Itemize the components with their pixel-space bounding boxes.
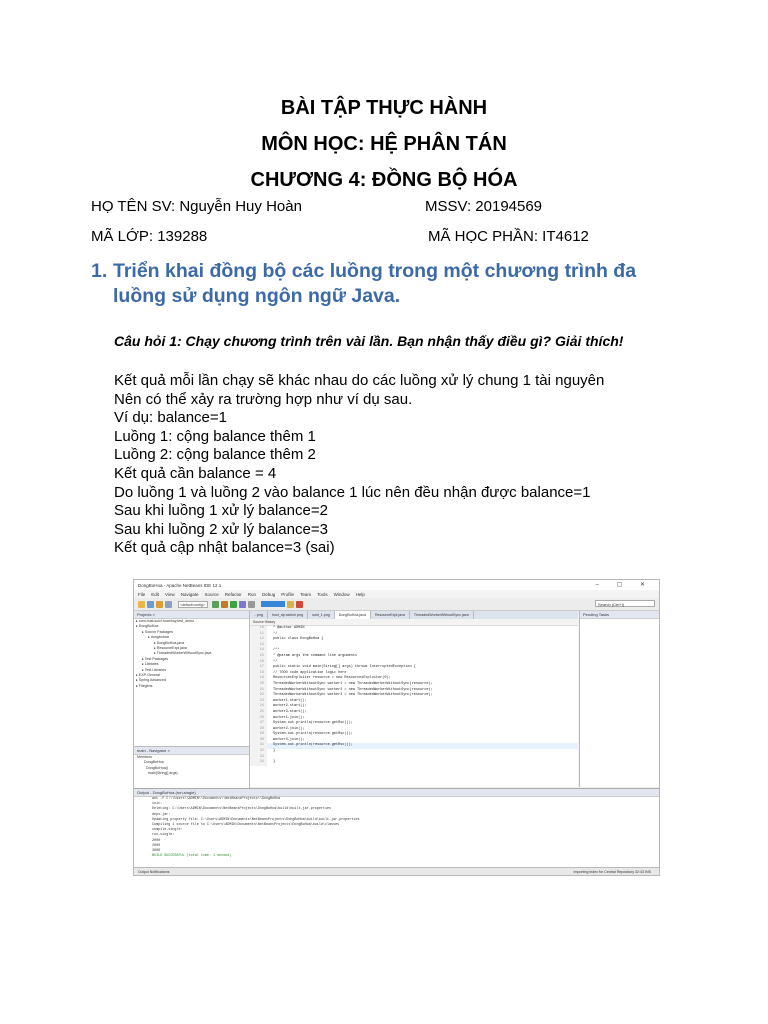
course-code: MÃ HỌC PHẦN: IT4612 [428, 228, 589, 245]
profile-icon[interactable] [248, 601, 255, 608]
navigator-item[interactable]: Members [137, 755, 152, 759]
tree-item[interactable]: ▸ EXP-General [136, 672, 160, 677]
right-panel-header[interactable]: Pending Tasks [580, 611, 660, 619]
line-source: System.out.println(resource.getRsc()); [273, 743, 353, 748]
line-source: worker1.start(); [273, 698, 307, 703]
tree-item[interactable]: ▸ Filegens [136, 683, 153, 688]
line-source: } [273, 760, 276, 765]
answer-line: Nên có thể xảy ra trường hợp như ví dụ sau. [114, 390, 413, 408]
run-icon[interactable] [230, 601, 237, 608]
line-number: 25 [250, 710, 267, 716]
editor-tab[interactable]: sold_1.png [308, 611, 335, 619]
line-number: 33 [250, 755, 267, 761]
stop-icon[interactable] [296, 601, 303, 608]
answer-line: Kết quả cần balance = 4 [114, 464, 277, 482]
tree-item[interactable]: ▸ Source Packages [142, 629, 173, 634]
line-number: 26 [250, 716, 267, 722]
answer-line: Sau khi luồng 2 xử lý balance=3 [114, 520, 328, 538]
answer-line: Ví dụ: balance=1 [114, 409, 228, 427]
editor-toolbar[interactable]: Source History [250, 619, 578, 626]
answer-body [114, 372, 604, 558]
answer-line: Kết quả mỗi lần chạy sẽ khác nhau do các luồng xử lý chung 1 tài nguyên [114, 372, 605, 389]
status-right: Importing index for Central Repository 32:43 INS [573, 870, 651, 874]
doc-title-line1: BÀI TẬP THỰC HÀNH [280, 97, 488, 119]
line-number: 21 [250, 688, 267, 694]
line-source: */ [273, 631, 278, 636]
project-tree [134, 619, 249, 689]
line-source: ThreadedWorkerWithoutSync worker3 = new ThreadedWorkerWithoutSync(resource); [273, 693, 433, 698]
ide-toolbar [134, 598, 659, 611]
line-number: 12 [250, 637, 267, 643]
menu-item[interactable]: View [165, 591, 175, 597]
class-code: MÃ LỚP: 139288 [91, 228, 208, 245]
line-number: 29 [250, 732, 267, 738]
memory-gauge[interactable] [261, 601, 285, 607]
student-mssv: MSSV: 20194569 [425, 198, 543, 215]
question-1: Câu hỏi 1: Chạy chương trình trên vài lần. Bạn nhận thấy điều gì? Giải thích! [114, 333, 624, 349]
output-console [134, 797, 660, 859]
tree-item[interactable]: ▸ com.hust.soict.hoanhuy.test_demo [136, 619, 195, 623]
section-heading [91, 259, 691, 309]
output-line: deps-jar: [152, 812, 171, 817]
tree-item[interactable]: ▸ DongBoHoa.java [154, 640, 184, 645]
line-source: public class DongBoHoa { [273, 637, 324, 642]
line-source: ResourcesExploiter resource = new ResourcesExploiter(0); [273, 676, 391, 681]
tree-item[interactable]: ▸ Spring Advanced [136, 678, 166, 683]
save-all-icon[interactable] [165, 601, 172, 608]
line-source: worker3.start(); [273, 709, 307, 714]
open-folder-icon[interactable] [156, 601, 163, 608]
answer-line: Luồng 2: cộng balance thêm 2 [114, 446, 316, 464]
menu-item[interactable]: Navigate [180, 591, 199, 597]
config-select[interactable]: <default config> [178, 601, 208, 608]
ide-titlebar [134, 580, 659, 590]
line-number: 30 [250, 738, 267, 744]
line-source: public static void main(String[] args) throws InterruptedException { [273, 665, 416, 670]
navigator-header[interactable]: main - Navigator × [134, 747, 249, 755]
line-source: * @param args the command line arguments [273, 653, 358, 658]
output-line: run-single: [152, 833, 175, 838]
tree-item[interactable]: ▸ Test Libraries [142, 667, 167, 672]
line-source: } [273, 749, 276, 754]
menu-item[interactable]: Source [204, 591, 219, 597]
tree-item[interactable]: ▸ ResourceExpl.java [154, 645, 187, 650]
line-source: worker3.join(); [273, 737, 305, 742]
menu-item[interactable]: Edit [151, 591, 160, 597]
line-source: */ [273, 659, 278, 664]
line-source: worker2.join(); [273, 726, 305, 731]
line-number: 23 [250, 699, 267, 705]
tree-item[interactable]: ▸ ThreadedWorkerWithoutSync.java [154, 651, 212, 656]
navigator-tree [134, 755, 249, 777]
menu-item[interactable]: Refactor [224, 591, 242, 597]
editor-tab[interactable]: ResourceExpl.java [371, 611, 410, 619]
section-title: Triển khai đồng bộ các luồng trong một chương trình đa luồng sử dụng ngôn ngữ Java. [113, 260, 637, 307]
tree-item[interactable]: ▸ Libraries [142, 662, 159, 667]
code-area[interactable] [250, 626, 578, 766]
window-controls: – ▢ ✕ [595, 582, 653, 588]
output-line: init: [152, 802, 163, 807]
doc-title-line2: MÔN HỌC: HỆ PHÂN TÁN [261, 133, 507, 155]
editor-tab[interactable]: hust_dp.sketch.png [268, 611, 308, 619]
line-source: System.out.println(resource.getRsc()); [273, 721, 353, 726]
ide-title: DongBoHoa - Apache NetBeans IDE 12.1 [138, 582, 222, 588]
line-source: System.out.println(resource.getRsc()); [273, 732, 353, 737]
status-left[interactable]: Output Notifications [138, 870, 170, 874]
navigator-panel [134, 746, 250, 789]
line-number: 32 [250, 749, 267, 755]
clean-build-icon[interactable] [221, 601, 228, 608]
menu-item[interactable]: File [138, 591, 146, 597]
answer-line: Do luồng 1 và luồng 2 vào balance 1 lúc nên đều nhận được balance=1 [114, 483, 591, 501]
output-header[interactable]: Output - DongBoHoa (run-single) [134, 789, 660, 797]
line-source: * @author ADMIN [273, 626, 305, 630]
navigator-item[interactable]: main(String[] args) [148, 771, 178, 776]
answer-line: Kết quả cập nhật balance=3 (sai) [114, 539, 335, 557]
line-source: worker1.join(); [273, 715, 305, 720]
line-number: 18 [250, 671, 267, 677]
line-number: 20 [250, 682, 267, 688]
line-source: ThreadedWorkerWithoutSync worker1 = new ThreadedWorkerWithoutSync(resource); [273, 681, 433, 686]
line-number: 11 [250, 632, 267, 638]
status-bar [134, 867, 659, 875]
tree-item[interactable]: ▸ Test Packages [142, 656, 169, 661]
output-line: 2000 [152, 843, 161, 848]
gc-icon[interactable] [287, 601, 294, 608]
menu-item[interactable]: Tools [317, 591, 328, 597]
answer-line: Sau khi luồng 1 xử lý balance=2 [114, 502, 328, 520]
line-source: worker2.start(); [273, 704, 307, 709]
editor-tab[interactable]: ThreadedWorkerWithoutSync.java [410, 611, 474, 619]
line-number: 28 [250, 727, 267, 733]
ide-menubar [134, 590, 659, 598]
line-number: 16 [250, 660, 267, 666]
editor-tab[interactable]: DongBoHoa.java [335, 611, 371, 619]
line-number: 13 [250, 643, 267, 649]
line-source: // TODO code application logic here [273, 670, 347, 675]
build-icon[interactable] [212, 601, 219, 608]
line-number: 34 [250, 760, 267, 766]
line-source: ThreadedWorkerWithoutSync worker2 = new ThreadedWorkerWithoutSync(resource); [273, 687, 433, 692]
right-panel [579, 611, 660, 787]
section-number: 1. [91, 260, 108, 282]
ide-search-input[interactable]: Search (Ctrl+I) [595, 600, 655, 607]
editor-tabs [250, 611, 578, 619]
line-number: 19 [250, 676, 267, 682]
line-number: 14 [250, 648, 267, 654]
output-panel [134, 788, 660, 869]
tree-item[interactable]: ▸ dongbohoa [148, 635, 169, 640]
output-line: BUILD SUCCESSFUL (total time: 1 second) [152, 854, 232, 859]
output-line: Compiling 1 source file to C:\Users\ADMIN\Documents\NetBeansProjects\DongBoHoa\build\classes [152, 822, 340, 827]
output-line: Updating property file: C:\Users\ADMIN\Documents\NetBeansProjects\DongBoHoa\build\built-jar.properties [152, 817, 360, 822]
line-number: 31 [250, 743, 267, 749]
line-number: 10 [250, 626, 267, 632]
student-name: HỌ TÊN SV: Nguyễn Huy Hoàn [91, 198, 302, 215]
line-number: 15 [250, 654, 267, 660]
output-line: 3000 [152, 848, 161, 853]
projects-header[interactable]: Projects × [134, 611, 249, 619]
answer-line: Luồng 1: cộng balance thêm 1 [114, 427, 316, 445]
line-number: 27 [250, 721, 267, 727]
menu-item[interactable]: Help [355, 591, 365, 597]
output-line: Deleting: C:\Users\ADMIN\Documents\NetBeansProjects\DongBoHoa\build\built-jar.properties [152, 807, 332, 812]
code-line [250, 760, 578, 766]
editor-tab[interactable]: ...png [250, 611, 268, 619]
menu-item[interactable]: Profile [281, 591, 295, 597]
line-number: 22 [250, 693, 267, 699]
ide-screenshot [133, 579, 660, 876]
tree-item[interactable]: ▸ DongBoHoa [136, 624, 159, 629]
debug-icon[interactable] [239, 601, 246, 608]
new-file-icon[interactable] [147, 601, 154, 608]
line-number: 17 [250, 665, 267, 671]
line-number: 24 [250, 704, 267, 710]
menu-item[interactable]: Team [300, 591, 312, 597]
menu-item[interactable]: Window [333, 591, 350, 597]
doc-title-line3: CHƯƠNG 4: ĐỒNG BỘ HÓA [250, 169, 518, 191]
new-project-icon[interactable] [138, 601, 145, 608]
output-line: 2000 [152, 838, 161, 843]
code-editor [250, 611, 578, 787]
navigator-item[interactable]: DongBoHoa [144, 760, 164, 765]
menu-item[interactable]: Run [247, 591, 257, 597]
output-line: compile-single: [152, 828, 183, 833]
menu-item[interactable]: Debug [262, 591, 276, 597]
line-source: /** [273, 648, 280, 653]
navigator-item[interactable]: DongBoHoa() [146, 765, 168, 770]
output-line: ant -f C:\\Users\\ADMIN\\Documents\\NetBeansProjects\\DongBoHoa [152, 797, 281, 801]
